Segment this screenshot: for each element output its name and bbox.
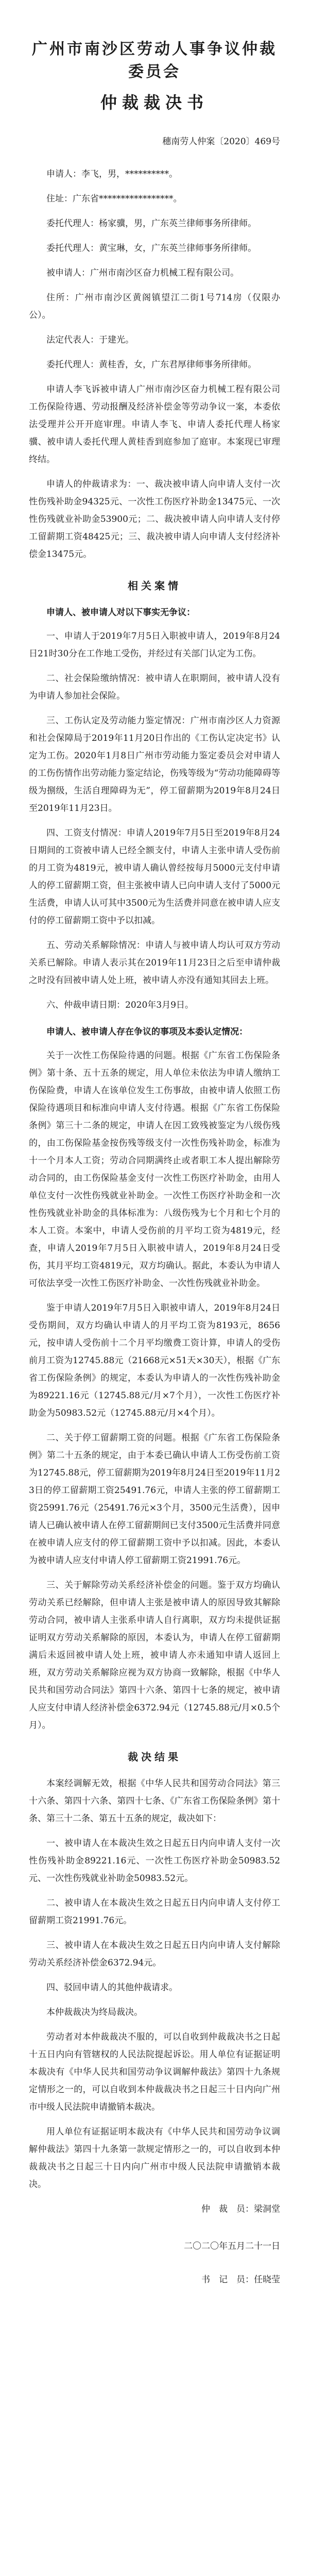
ruling-item: 三、被申请人在本裁决生效之日起五日内向申请人支付解除劳动关系经济补偿金6372.94元。 <box>29 1940 280 1968</box>
parties-block <box>29 165 280 374</box>
dispute-paragraph: 二、关于停工留薪期工资的问题。根据《广东省工伤保险条例》第二十五条的规定，由于本委已确认申请人工伤受伤前工资为12745.88元，停工留薪期为2019年8月24日至2019年11月23日的停工留薪期工资25491.76元，申请人主张的停工留薪期工资25991.76元（25491.76元×3个月，3500元生活费），因申请人已确认被申请人在停工留薪期间已支付3500元生活费并同意在被申请人应支付的停工留薪期工资中予以扣减。因此，本委认为被申请人应支付申请人停工留薪期工资21991.76元。 <box>29 1433 280 1566</box>
ruling-intro: 本案经调解无效，根据《中华人民共和国劳动合同法》第三十六条、第四十六条、第四十七条、《广东省工伤保险条例》第十条、第三十二条、第五十五条的规定，裁决如下： <box>29 1778 280 1824</box>
clerk-signature <box>29 2272 280 2285</box>
ruling-date: 二〇二〇年五月二十一日 <box>184 2241 280 2251</box>
fact-paragraph: 六、仲裁申请日期：2020年3月9日。 <box>46 1000 194 1010</box>
fact-paragraph: 五、劳动关系解除情况：申请人与被申请人均认可双方劳动关系已解除。申请人表示其在2019年11月23日之后至申请仲裁之时没有回被申请人处上班，被申请人亦没有通知其回去上班。 <box>29 940 280 986</box>
party-line: 法定代表人：于建光。 <box>46 335 134 345</box>
party-line: 被申请人：广州市南沙区奋力机械工程有限公司。 <box>46 268 239 278</box>
section-heading-facts: 相关案情 <box>128 580 181 592</box>
appeal-notice: 劳动者对本仲裁裁决不服的，可以自收到仲裁裁决书之日起十五日内向有管辖权的人民法院提起诉讼。用人单位有证据证明本裁决有《中华人民共和国劳动争议调解仲裁法》第四十九条规定情形之一的，可以自收到本仲裁裁决书之日起三十日内向广州市中级人民法院申请撤销本裁决。 <box>29 2032 280 2112</box>
ruling-item: 四、驳回申请人的其他仲裁请求。 <box>46 1982 178 1993</box>
undisputed-facts-heading: 申请人、被申请人对以下事实无争议： <box>46 607 195 618</box>
arbitrator-name: 梁洞堂 <box>254 2204 280 2214</box>
issuing-organization: 广州市南沙区劳动人事争议仲裁委员会 <box>32 40 277 81</box>
party-line: 委托代理人：黄宝琳，女，广东英兰律师事务所律师。 <box>46 243 256 253</box>
party-line: 委托代理人：黄桂香，女，广东君厚律师事务所律师。 <box>46 360 256 370</box>
ruling-item: 二、被申请人在本裁决生效之日起五日内向申请人支付停工留薪期工资21991.76元。 <box>29 1898 280 1926</box>
party-line: 住址：广东省*****************。 <box>46 194 182 204</box>
revocation-notice: 用人单位有证据证明本裁决有《中华人民共和国劳动争议调解仲裁法》第四十九条第一款规定情形之一的，可以自收到本仲裁裁决书之日起三十日内向广州市中级人民法院申请撤销本裁决。 <box>29 2127 280 2190</box>
party-line: 住所：广州市南沙区黄阁镇望江二街1号714房（仅限办公）。 <box>29 293 280 320</box>
ruling-item: 一、被申请人在本裁决生效之日起五日内向申请人支付一次性伤残补助金89221.16元、一次性工伤医疗补助金50983.52元、一次性伤残就业补助金50983.52元。 <box>29 1838 280 1884</box>
arbitrator-signature <box>29 2200 280 2218</box>
case-number: 穗南劳人仲案〔2020〕469号 <box>162 137 280 147</box>
dispute-paragraph: 关于一次性工伤保险待遇的问题。根据《广东省工伤保险条例》第十条、五十五条的规定，用人单位未依法为申请人缴纳工伤保险费，申请人在该单位发生工伤事故，由被申请人依照工伤保险待遇项目和标准向申请人支付待遇。根据《广东省工伤保险条例》第三十二条的规定，申请人在因工致残被鉴定为八级伤残的，由工伤保险基金按伤残等级支付一次性伤残补助金，标准为十一个月本人工资；劳动合同期满终止或者职工本人提出解除劳动合同的，由工伤保险基金支付一次性工伤医疗补助金，由用人单位支付一次性伤残就业补助金。一次性工伤医疗补助金和一次性伤残就业补助金的具体标准为：八级伤残为七个月和七个月的本人工资。本案中，申请人受伤前的月平均工资为4819元，经查，申请人2019年7月5日入职被申请人，2019年8月24日受伤，其月平均工资4819元，双方均确认。据此，本委认为申请人可依法享受一次性工伤医疗补助金、一次性伤残就业补助金。 <box>29 1050 280 1289</box>
document-title: 仲裁裁决书 <box>100 93 209 112</box>
section-heading-ruling: 裁决结果 <box>128 1751 181 1763</box>
ruling-item: 本仲裁裁决为终局裁决。 <box>46 2007 143 2018</box>
dispute-paragraph: 三、关于解除劳动关系经济补偿金的问题。鉴于双方均确认劳动关系已经解除，但申请人主张是被申请人的原因导致其解除劳动合同，被申请人主张系申请人自行离职，双方均未提供证据证明双方劳动关系解除的原因，本委认为，申请人在停工留薪期满后未返回被申请人处上班，被申请人亦未通知申请人返回上班，双方劳动关系解除应视为双方协商一致解除，根据《中华人民共和国劳动合同法》第四十六条、第四十七条的规定，被申请人应支付申请人经济补偿金6372.94元（12745.88元/月×0.5个月）。 <box>29 1580 280 1731</box>
fact-paragraph: 四、工资支付情况：申请人2019年7月5日至2019年8月24日期间的工资被申请人已经全额支付，申请人主张申请人受伤前的月工资为4819元，被申请人确认曾经按每月5000元支付申请人的停工留薪期工资，但主张被申请人已向申请人支付了5000元生活费，申请人认可其中3500元为生活费并同意在被申请人应支付的停工留薪期工资中予以扣减。 <box>29 828 280 926</box>
fact-paragraph: 一、申请人于2019年7月5日入职被申请人，2019年8月24日21时30分在工作地工受伤，并经过有关部门认定为工伤。 <box>29 631 280 659</box>
clerk-name: 任晓莹 <box>254 2275 280 2285</box>
party-line: 委托代理人：杨家骥，男，广东英兰律师事务所律师。 <box>46 218 256 229</box>
fact-paragraph: 三、工伤认定及劳动能力鉴定情况：广州市南沙区人力资源和社会保障局于2019年11月20日作出的《工伤认定决定书》认定为工伤。2020年1月8日广州市劳动能力鉴定委员会对申请人的工伤伤情作出劳动能力鉴定结论，伤残等级为“劳动功能障碍等级为捌级，生活自理障碍为无”，停工留薪期为2019年8月24日至2019年11月23日。 <box>29 716 280 814</box>
intro-paragraph: 申请人李飞诉被申请人广州市南沙区奋力机械工程有限公司工伤保险待遇、劳动报酬及经济补偿金等劳动争议一案，本委依法受理并公开开庭审理。申请人李飞、申请人委托代理人杨家骥、被申请人委托代理人黄桂香到庭参加了庭审。本案现已审理终结。 <box>29 384 280 465</box>
claims-paragraph: 申请人的仲裁请求为：一、裁决被申请人向申请人支付一次性伤残补助金94325元、一次性工伤医疗补助金13475元、一次性伤残就业补助金53900元；二、裁决被申请人向申请人支付停工留薪期工资48425元；三、裁决被申请人向申请人支付经济补偿金13475元。 <box>29 479 280 560</box>
arbitrator-label: 仲 裁 员： <box>201 2204 254 2214</box>
dispute-paragraph: 鉴于申请人2019年7月5日入职被申请人，2019年8月24日受伤期间，双方均确认申请人的月平均工资为8193元，8656元，按申请人受伤前十二个月平均缴费工资计算，申请人的受伤前月工资为12745.88元（21668元×51天×30天），根据《广东省工伤保险条例》的规定，本委认为申请人的一次性伤残补助金为89221.16元（12745.88元/月×7个月），一次性工伤医疗补助金为50983.52元（12745.88元/月×4个月）。 <box>29 1303 280 1418</box>
fact-paragraph: 二、社会保险缴纳情况：被申请人在职期间，被申请人没有为申请人参加社会保险。 <box>29 673 280 701</box>
clerk-label: 书 记 员： <box>201 2275 254 2285</box>
party-line: 申请人：李飞，男，**********。 <box>46 169 178 179</box>
disputed-issues-heading: 申请人、被申请人存在争议的事项及本委认定情况： <box>46 1027 248 1037</box>
